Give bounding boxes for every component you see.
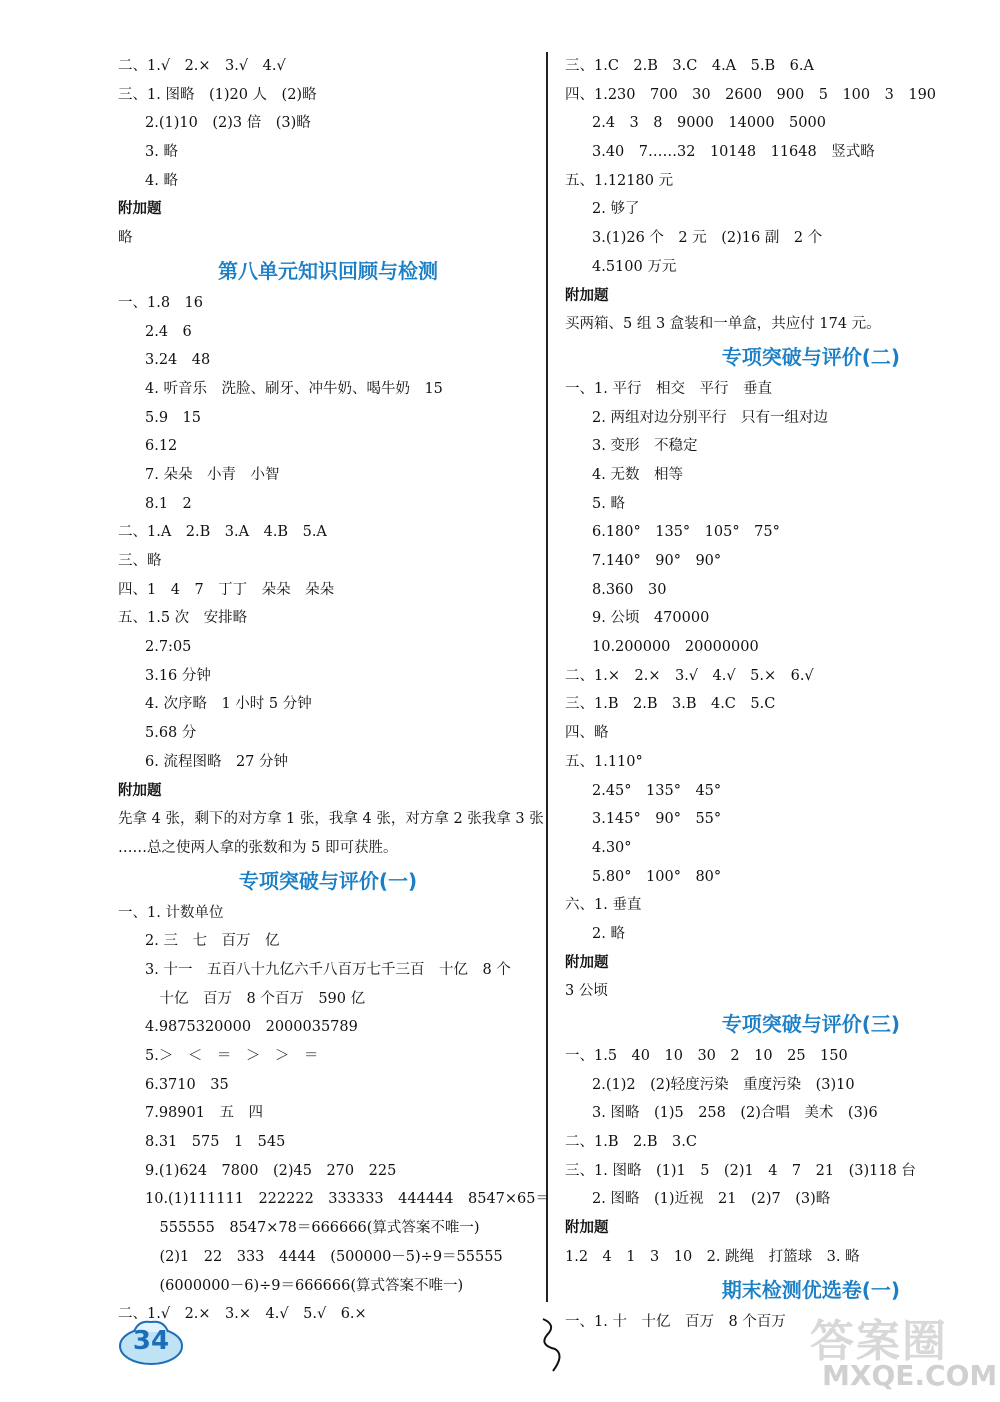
answer-line: 5.＞ ＜ ＝ ＞ ＞ ＝ [145,1048,319,1064]
answer-line: 2. 三 七 百万 亿 [145,933,280,950]
answer-line: 略 [118,230,133,247]
answer-line: 2. 略 [592,925,625,942]
answer-line: 五、1.110° [565,753,643,770]
answer-line: 三、1. 图略 (1)1 5 (2)1 4 7 21 (3)118 台 [565,1162,916,1179]
answer-line: 9.(1)624 7800 (2)45 270 225 [145,1162,397,1179]
answer-line: 三、1.C 2.B 3.C 4.A 5.B 6.A [565,58,814,74]
watermark [810,1305,998,1395]
answer-line: 2.7:05 [145,639,192,656]
answer-line: 7.98901 五 四 [145,1105,263,1122]
left-column [118,52,551,1329]
answer-line: 6.180° 135° 105° 75° [592,524,780,541]
watermark-url: MXQE.COM [822,1359,998,1392]
answer-line: 10.200000 20000000 [592,639,759,656]
section-heading: 专项突破与评价(一) [238,868,418,893]
answer-line: 三、1.B 2.B 3.B 4.C 5.C [565,696,776,713]
answer-line: 3.16 分钟 [145,667,211,684]
right-column [565,52,955,1336]
answer-line: 二、1.B 2.B 3.C [565,1134,697,1151]
answer-line: 四、1 4 7 丁丁 朵朵 朵朵 [118,581,335,598]
answer-line: 3.40 7……32 10148 11648 竖式略 [592,144,875,161]
answer-line: 2.(1)10 (2)3 倍 (3)略 [145,115,311,132]
answer-line: 2.45° 135° 45° [592,782,722,799]
answer-line: 一、1. 十 十亿 百万 8 个百万 [565,1313,786,1330]
answer-line: 5. 略 [592,495,625,512]
answer-line: 二、1.√ 2.× 3.√ 4.√ [118,58,286,74]
answer-line: 先拿 4 张，剩下的对方拿 1 张，我拿 4 张，对方拿 2 张我拿 3 张 [118,811,544,828]
answer-line: 4.9875320000 2000035789 [145,1019,358,1036]
answer-line: 4. 无数 相等 [592,466,683,483]
section-heading: 专项突破与评价(二) [721,344,900,369]
answer-line: 一、1.8 16 [118,294,204,311]
answer-line: 3. 变形 不稳定 [592,438,698,455]
answer-line: 555555 8547×78＝666666(算式答案不唯一) [145,1220,480,1237]
answer-line: 8.360 30 [592,581,667,598]
answer-line: 2.4 6 [145,323,192,340]
extra-question-label: 附加题 [118,781,162,799]
answer-line: 9. 公顷 470000 [592,610,710,627]
answer-line: 买两箱、5 组 3 盒装和一单盒，共应付 174 元。 [565,316,881,333]
answer-line: 六、1. 垂直 [565,897,642,914]
answer-line: 4. 次序略 1 小时 5 分钟 [145,696,312,713]
answer-line: (2)1 22 333 4444 (500000－5)÷9＝55555 [145,1248,503,1265]
answer-line: 2. 两组对边分别平行 只有一组对边 [592,409,828,426]
answer-line: 二、1.√ 2.× 3.× 4.√ 5.√ 6.× [118,1306,367,1323]
answer-line: 3.(1)26 个 2 元 (2)16 副 2 个 [592,230,823,247]
answer-line: 三、略 [118,553,162,569]
answer-line: 二、1.× 2.× 3.√ 4.√ 5.× 6.√ [565,667,814,684]
section-heading: 第八单元知识回顾与检测 [218,258,438,283]
column-divider [546,52,548,1302]
answer-line: 6.3710 35 [145,1076,229,1093]
answer-line: 5.9 15 [145,409,202,426]
answer-line: 7. 朵朵 小青 小智 [145,466,280,483]
answer-line: 一、1. 计数单位 [118,904,224,921]
section-heading: 专项突破与评价(三) [721,1012,900,1036]
answer-line: 四、1.230 700 30 2600 900 5 100 3 190 [565,86,937,103]
page-number-badge [118,1318,184,1366]
answer-line: ……总之使两人拿的张数和为 5 即可获胜。 [118,839,398,856]
answer-line: 10.(1)111111 222222 333333 444444 8547×65＝ [145,1191,551,1208]
watermark-logo: 答案圈 [810,1316,948,1367]
section-heading: 期末检测优选卷(一) [721,1277,900,1302]
answer-line: 二、1.A 2.B 3.A 4.B 5.A [118,524,327,541]
answer-line: 5.68 分 [145,725,197,742]
answer-line: 2. 图略 (1)近视 21 (2)7 (3)略 [592,1191,831,1208]
answer-line: 6.12 [145,438,178,455]
answer-line: 三、1. 图略 (1)20 人 (2)略 [118,86,317,103]
answer-line: 3. 图略 (1)5 258 (2)合唱 美术 (3)6 [592,1105,878,1122]
answer-line: 一、1.5 40 10 30 2 10 25 150 [565,1048,848,1064]
answer-line: 6. 流程图略 27 分钟 [145,753,289,770]
answer-line: 五、1.5 次 安排略 [118,610,248,627]
answer-line: 2.(1)2 (2)轻度污染 重度污染 (3)10 [592,1076,855,1093]
answer-line: 五、1.12180 元 [565,172,674,189]
answer-line: 5.80° 100° 80° [592,868,722,885]
answer-line: 3.24 48 [145,352,211,369]
extra-question-label: 附加题 [118,200,162,218]
squiggle-mark [535,1315,575,1375]
extra-question-label: 附加题 [565,953,609,971]
answer-line: 4. 略 [145,172,178,189]
answer-line: (6000000－6)÷9＝666666(算式答案不唯一) [145,1277,464,1294]
answer-line: 4.30° [592,839,632,856]
answer-line: 3 公顷 [565,983,608,1000]
answer-line: 2. 够了 [592,201,640,218]
answer-line: 4.5100 万元 [592,258,677,275]
answer-line: 四、略 [565,725,609,742]
answer-line: 8.31 575 1 545 [145,1134,286,1151]
answer-line: 8.1 2 [145,495,192,512]
answer-line: 3.145° 90° 55° [592,811,722,828]
answer-line: 7.140° 90° 90° [592,553,722,569]
extra-question-label: 附加题 [565,286,609,304]
extra-question-label: 附加题 [565,1219,609,1237]
answer-line: 1.2 4 1 3 10 2. 跳绳 打篮球 3. 略 [565,1248,860,1265]
page-number: 34 [132,1326,170,1356]
answer-line: 十亿 百万 8 个百万 590 亿 [145,990,366,1007]
answer-line: 4. 听音乐 洗脸、刷牙、冲牛奶、喝牛奶 15 [145,380,443,397]
answer-line: 2.4 3 8 9000 14000 5000 [592,115,826,132]
answer-line: 一、1. 平行 相交 平行 垂直 [565,380,772,397]
answer-line: 3. 十一 五百八十九亿六千八百万七千三百 十亿 8 个 [145,961,511,978]
answer-line: 3. 略 [145,144,178,161]
